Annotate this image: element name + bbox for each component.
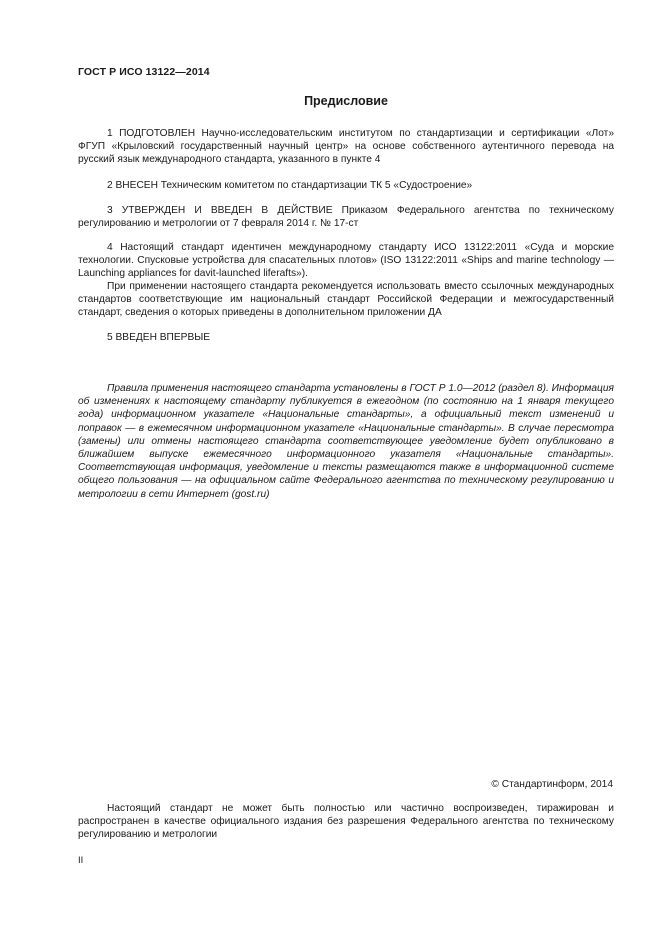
paragraph-4-application-note: При применении настоящего стандарта рекомендуется использовать вместо ссылочных международных стандартов соответствующие им национальный стандарт Российской Федерации и межгосударственный стандарт, сведения о которых приведены в дополнительном приложении ДА — [78, 281, 614, 319]
page-number: II — [78, 855, 84, 866]
page-title: Предисловие — [304, 94, 388, 108]
document-code-header: ГОСТ Р ИСО 13122—2014 — [78, 66, 210, 78]
paragraph-3-approved: 3 УТВЕРЖДЕН И ВВЕДЕН В ДЕЙСТВИЕ Приказом Федерального агентства по техническому регулированию и метрологии от 7 февраля 2014 г. № 17-ст — [78, 205, 614, 230]
rules-application-note: Правила применения настоящего стандарта установлены в ГОСТ Р 1.0—2012 (раздел 8). Информация об изменениях к настоящему стандарту публикуется в ежегодном (по состоянию на 1 января текущего года) информационном указателе «Национальные стандарты», а официальный текст изменений и поправок — в ежемесячном информационном указателе «Национальные стандарты». В случае пересмотра (замены) или отмены настоящего стандарта соответствующее уведомление будет опубликовано в ближайшем выпуске ежемесячного информационного указателя «Национальные стандарты». Соответствующая информация, уведомление и тексты размещаются также в информационной системе общего пользования — на официальном сайте Федерального агентства по техническому регулированию и метрологии в сети Интернет (gost.ru) — [78, 383, 614, 500]
paragraph-5-first-introduced: 5 ВВЕДЕН ВПЕРВЫЕ — [107, 332, 211, 343]
reproduction-restriction-note: Настоящий стандарт не может быть полностью или частично воспроизведен, тиражирован и распространен в качестве официального издания без разрешения Федерального агентства по техническому регулированию и метрологии — [78, 803, 614, 841]
paragraph-4-identical-standard: 4 Настоящий стандарт идентичен международному стандарту ИСО 13122:2011 «Суда и морские технологии. Спусковые устройства для спасательных плотов» (ISO 13122:2011 «Ships and marine technology — Launching appliances for davit-launched liferafts»). — [78, 242, 614, 280]
paragraph-1-prepared-by: 1 ПОДГОТОВЛЕН Научно-исследовательским институтом по стандартизации и сертификации «Лот» ФГУП «Крыловский государственный научный центр» на основе собственного аутентичного перевода на русский язык международного стандарта, указанного в пункте 4 — [78, 128, 614, 166]
copyright-notice: © Стандартинформ, 2014 — [491, 779, 613, 790]
paragraph-2-submitted-by: 2 ВНЕСЕН Техническим комитетом по стандартизации ТК 5 «Судостроение» — [107, 180, 473, 191]
